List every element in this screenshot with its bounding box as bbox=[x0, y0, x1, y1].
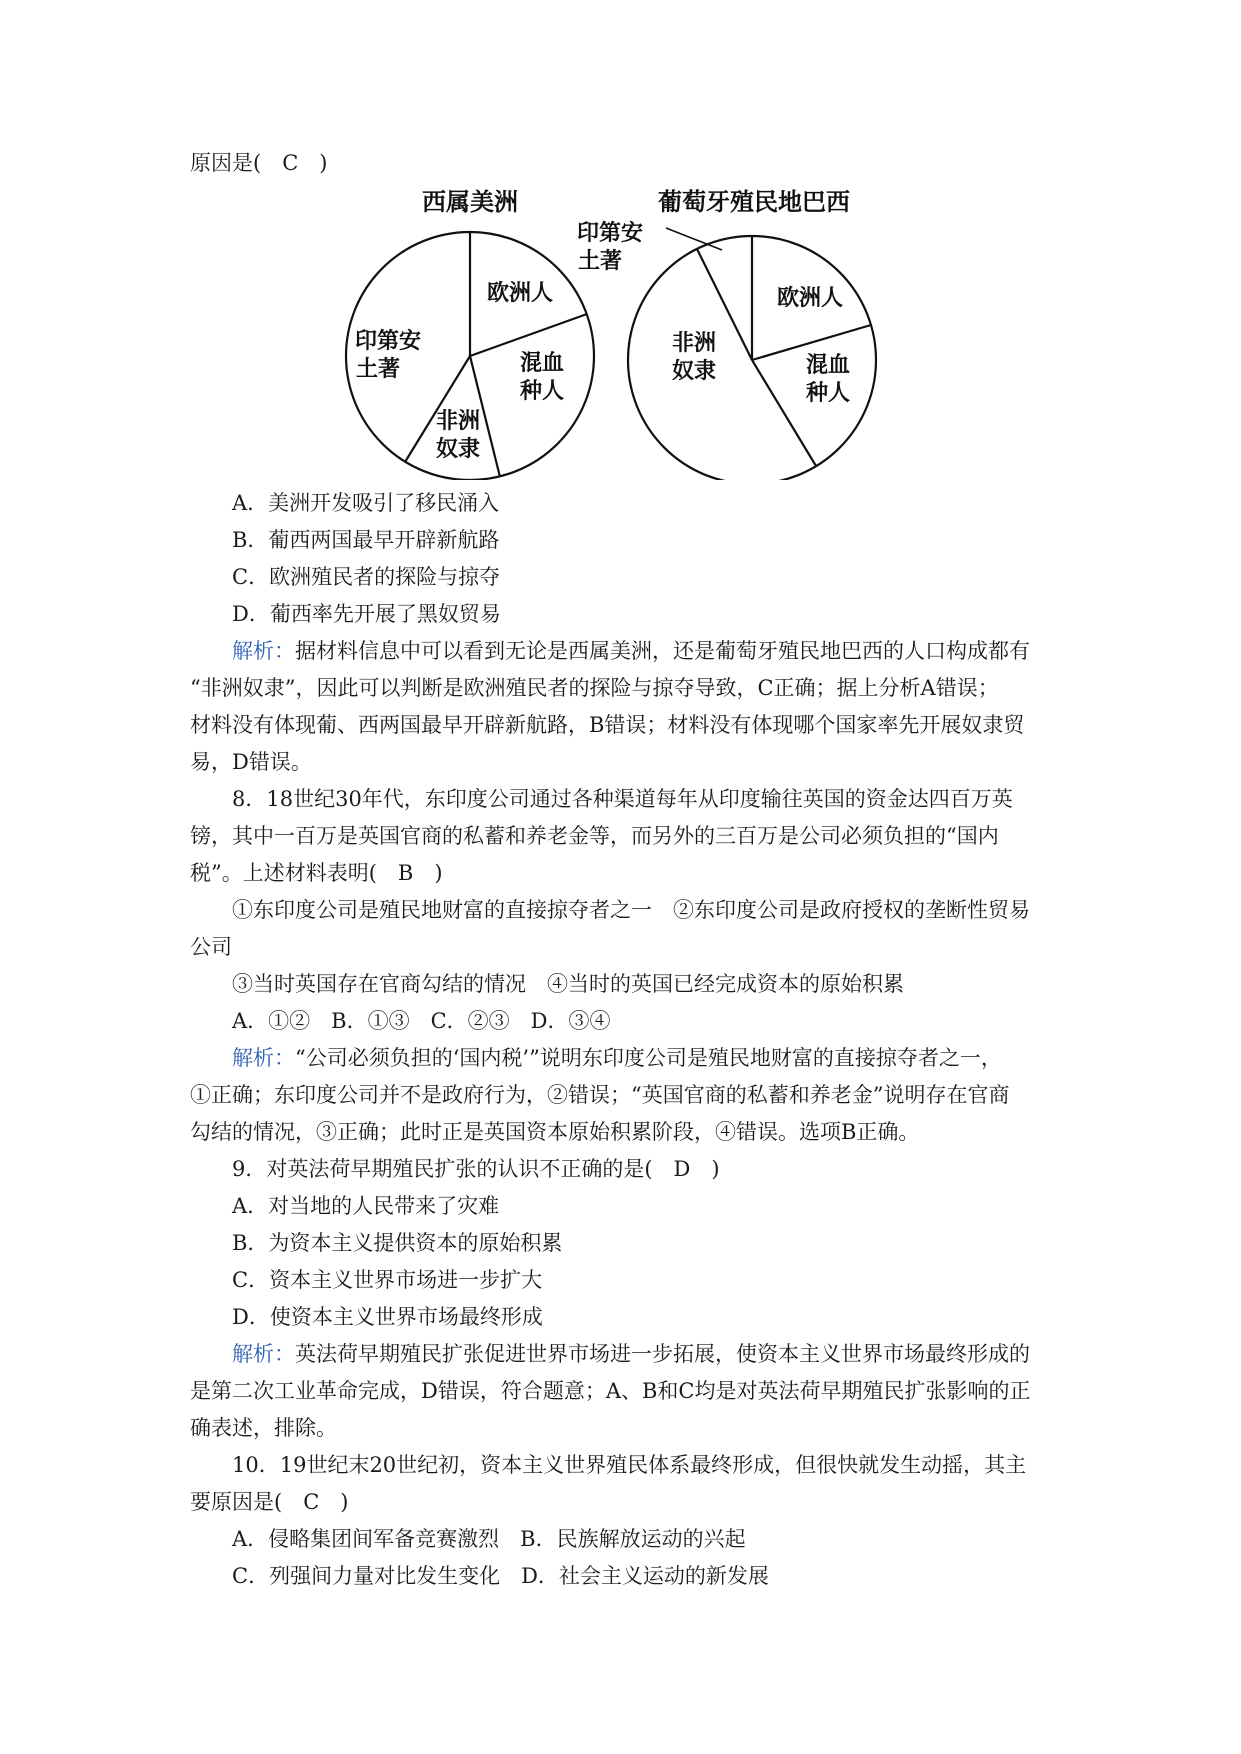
q7-option-d: D．葡西率先开展了黑奴贸易 bbox=[232, 602, 501, 626]
analysis-label: 解析： bbox=[232, 1046, 295, 1070]
q9-analysis-line-1: 解析：英法荷早期殖民扩张促进世界市场进一步拓展，使资本主义世界市场最终形成的 bbox=[232, 1342, 1030, 1366]
q9-option-b: B．为资本主义提供资本的原始积累 bbox=[232, 1231, 563, 1255]
chart-2-label-africans-2: 奴隶 bbox=[671, 359, 717, 384]
q7-option-c: C．欧洲殖民者的探险与掠夺 bbox=[232, 565, 501, 589]
chart-2-label-natives-1: 印第安 bbox=[576, 221, 644, 246]
q10-options-line-2: C．列强间力量对比发生变化 D．社会主义运动的新发展 bbox=[232, 1564, 769, 1588]
q7-option-a: A．美洲开发吸引了移民涌入 bbox=[232, 491, 500, 515]
chart-1-label-natives-1: 印第安 bbox=[354, 329, 422, 354]
chart-1-label-mixed-2: 种人 bbox=[519, 379, 565, 404]
chart-1-label-africans-2: 奴隶 bbox=[435, 437, 481, 462]
population-pie-charts bbox=[330, 180, 950, 480]
q8-statements-line-1: ①东印度公司是殖民地财富的直接掠夺者之一 ②东印度公司是政府授权的垄断性贸易 bbox=[232, 898, 1030, 922]
chart-1-label-africans-1: 非洲 bbox=[435, 409, 481, 434]
q7-analysis-line-1: 解析：据材料信息中可以看到无论是西属美洲，还是葡萄牙殖民地巴西的人口构成都有 bbox=[232, 639, 1030, 663]
chart-1-title: 西属美洲 bbox=[422, 188, 518, 216]
chart-2-label-africans-1: 非洲 bbox=[671, 331, 717, 356]
q9-stem: 9．对英法荷早期殖民扩张的认识不正确的是( D ) bbox=[232, 1157, 720, 1181]
q8-statements-line-3: ③当时英国存在官商勾结的情况 ④当时的英国已经完成资本的原始积累 bbox=[232, 972, 904, 996]
question-7-stem-tail: 原因是( C ) bbox=[190, 151, 328, 175]
chart-1-label-europeans: 欧洲人 bbox=[486, 281, 554, 306]
q10-options-line-1: A．侵略集团间军备竞赛激烈 B．民族解放运动的兴起 bbox=[232, 1527, 746, 1551]
chart-1-label-natives-2: 土著 bbox=[355, 357, 401, 382]
q10-stem-line-2: 要原因是( C ) bbox=[190, 1490, 349, 1514]
q7-analysis-line-2: “非洲奴隶”，因此可以判断是欧洲殖民者的探险与掠夺导致，C正确；据上分析A错误； bbox=[190, 676, 999, 700]
q8-stem-line-2: 镑，其中一百万是英国官商的私蓄和养老金等，而另外的三百万是公司必须负担的“国内 bbox=[190, 824, 999, 848]
q8-analysis-line-1: 解析：“公司必须负担的‘国内税’”说明东印度公司是殖民地财富的直接掠夺者之一， bbox=[232, 1046, 1002, 1070]
q9-option-c: C．资本主义世界市场进一步扩大 bbox=[232, 1268, 543, 1292]
q7-analysis-line-3: 材料没有体现葡、西两国最早开辟新航路，B错误；材料没有体现哪个国家率先开展奴隶贸 bbox=[190, 713, 1025, 737]
chart-2-label-natives-2: 土著 bbox=[577, 249, 623, 274]
q8-statements-line-2: 公司 bbox=[190, 935, 232, 959]
chart-2-title: 葡萄牙殖民地巴西 bbox=[658, 188, 850, 216]
q9-option-d: D．使资本主义世界市场最终形成 bbox=[232, 1305, 543, 1329]
q8-stem-line-1: 8．18世纪30年代，东印度公司通过各种渠道每年从印度输往英国的资金达四百万英 bbox=[232, 787, 1013, 811]
q8-options: A．①② B．①③ C．②③ D．③④ bbox=[232, 1009, 611, 1033]
chart-1-label-mixed-1: 混血 bbox=[519, 351, 565, 376]
q9-analysis-line-3: 确表述，排除。 bbox=[190, 1416, 337, 1440]
q9-analysis-line-2: 是第二次工业革命完成，D错误，符合题意；A、B和C均是对英法荷早期殖民扩张影响的正 bbox=[190, 1379, 1031, 1403]
q8-analysis-line-2: ①正确；东印度公司并不是政府行为，②错误；“英国官商的私蓄和养老金”说明存在官商 bbox=[190, 1083, 1010, 1107]
q7-analysis-line-4: 易，D错误。 bbox=[190, 750, 312, 774]
q8-stem-line-3: 税”。上述材料表明( B ) bbox=[190, 861, 443, 885]
q8-analysis-line-3: 勾结的情况，③正确；此时正是英国资本原始积累阶段，④错误。选项B正确。 bbox=[190, 1120, 920, 1144]
chart-2-label-mixed-2: 种人 bbox=[805, 381, 851, 406]
q7-option-b: B．葡西两国最早开辟新航路 bbox=[232, 528, 500, 552]
q10-stem-line-1: 10．19世纪末20世纪初，资本主义世界殖民体系最终形成，但很快就发生动摇，其主 bbox=[232, 1453, 1027, 1477]
q9-option-a: A．对当地的人民带来了灾难 bbox=[232, 1194, 500, 1218]
chart-2-leader-line bbox=[666, 228, 722, 250]
chart-2-label-europeans: 欧洲人 bbox=[776, 286, 844, 311]
chart-1-divider-right bbox=[470, 314, 587, 356]
chart-2-label-mixed-1: 混血 bbox=[805, 353, 851, 378]
analysis-label: 解析： bbox=[232, 639, 295, 663]
analysis-label: 解析： bbox=[232, 1342, 295, 1366]
